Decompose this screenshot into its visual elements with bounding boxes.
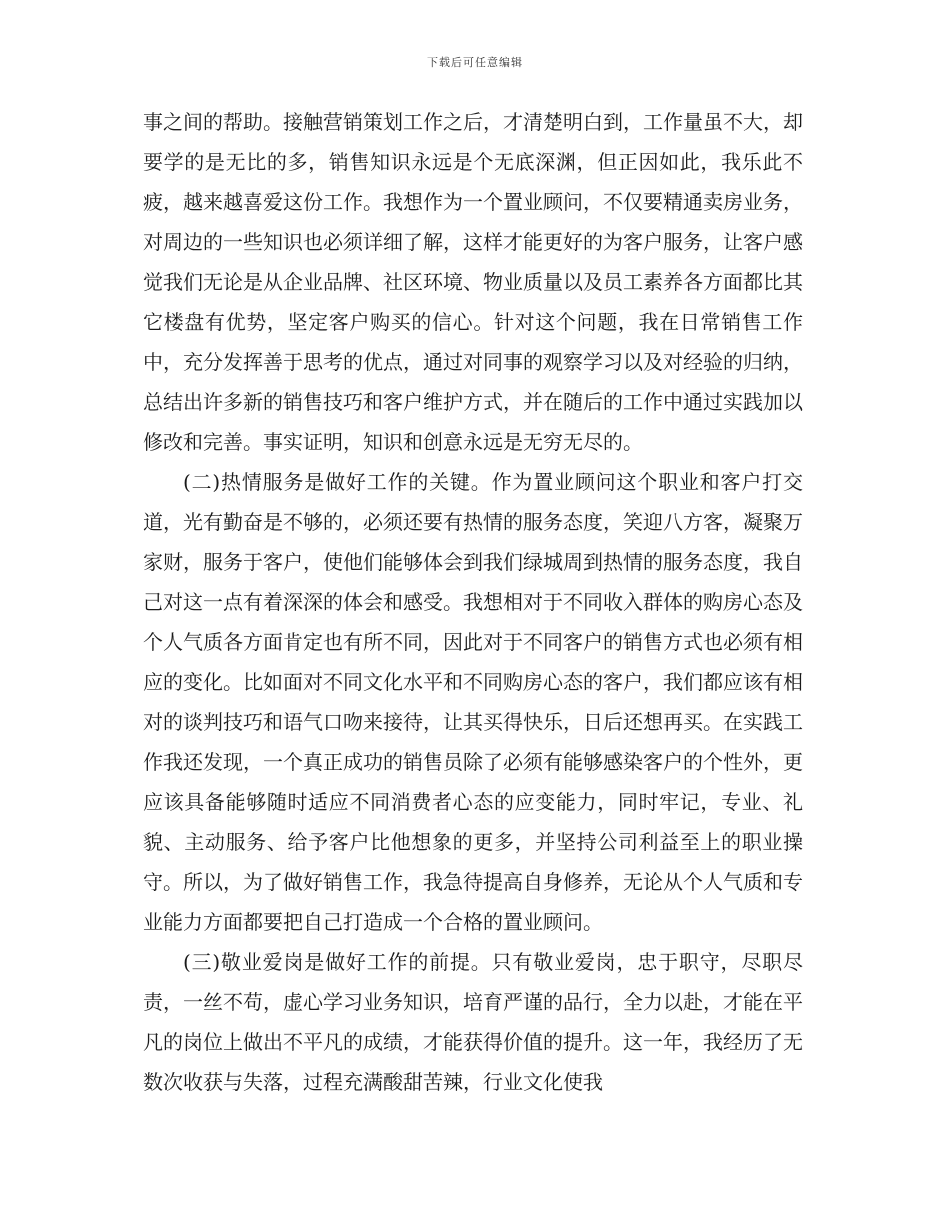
header-note: 下载后可任意编辑 bbox=[427, 56, 523, 69]
document-body bbox=[143, 102, 803, 1102]
paragraph-1: 事之间的帮助。接触营销策划工作之后，才清楚明白到，工作量虽不大，却要学的是无比的多，销售知识永远是个无底深渊，但正因如此，我乐此不疲，越来越喜爱这份工作。我想作为一个置业顾问，不仅要精通卖房业务，对周边的一些知识也必须详细了解，这样才能更好的为客户服务，让客户感觉我们无论是从企业品牌、社区环境、物业质量以及员工素养各方面都比其它楼盘有优势，坚定客户购买的信心。针对这个问题，我在日常销售工作中，充分发挥善于思考的优点，通过对同事的观察学习以及对经验的归纳，总结出许多新的销售技巧和客户维护方式，并在随后的工作中通过实践加以修改和完善。事实证明，知识和创意永远是无穷无尽的。 bbox=[143, 110, 803, 454]
paragraph-3: (三)敬业爱岗是做好工作的前提。只有敬业爱岗，忠于职守，尽职尽责，一丝不苟，虚心学习业务知识，培育严谨的品行，全力以赴，才能在平凡的岗位上做出不平凡的成绩，才能获得价值的提升。这一年，我经历了无数次收获与失落，过程充满酸甜苦辣，行业文化使我 bbox=[143, 950, 803, 1094]
paragraph-2: (二)热情服务是做好工作的关键。作为置业顾问这个职业和客户打交道，光有勤奋是不够的，必须还要有热情的服务态度，笑迎八方客，凝聚万家财，服务于客户，使他们能够体会到我们绿城周到热情的服务态度，我自己对这一点有着深深的体会和感受。我想相对于不同收入群体的购房心态及个人气质各方面肯定也有所不同，因此对于不同客户的销售方式也必须有相应的变化。比如面对不同文化水平和不同购房心态的客户，我们都应该有相对的谈判技巧和语气口吻来接待，让其买得快乐，日后还想再买。在实践工作我还发现，一个真正成功的销售员除了必须有能够感染客户的个性外，更应该具备能够随时适应不同消费者心态的应变能力，同时牢记，专业、礼貌、主动服务、给予客户比他想象的更多，并坚持公司利益至上的职业操守。所以，为了做好销售工作，我急待提高自身修养，无论从个人气质和专业能力方面都要把自己打造成一个合格的置业顾问。 bbox=[143, 470, 803, 934]
